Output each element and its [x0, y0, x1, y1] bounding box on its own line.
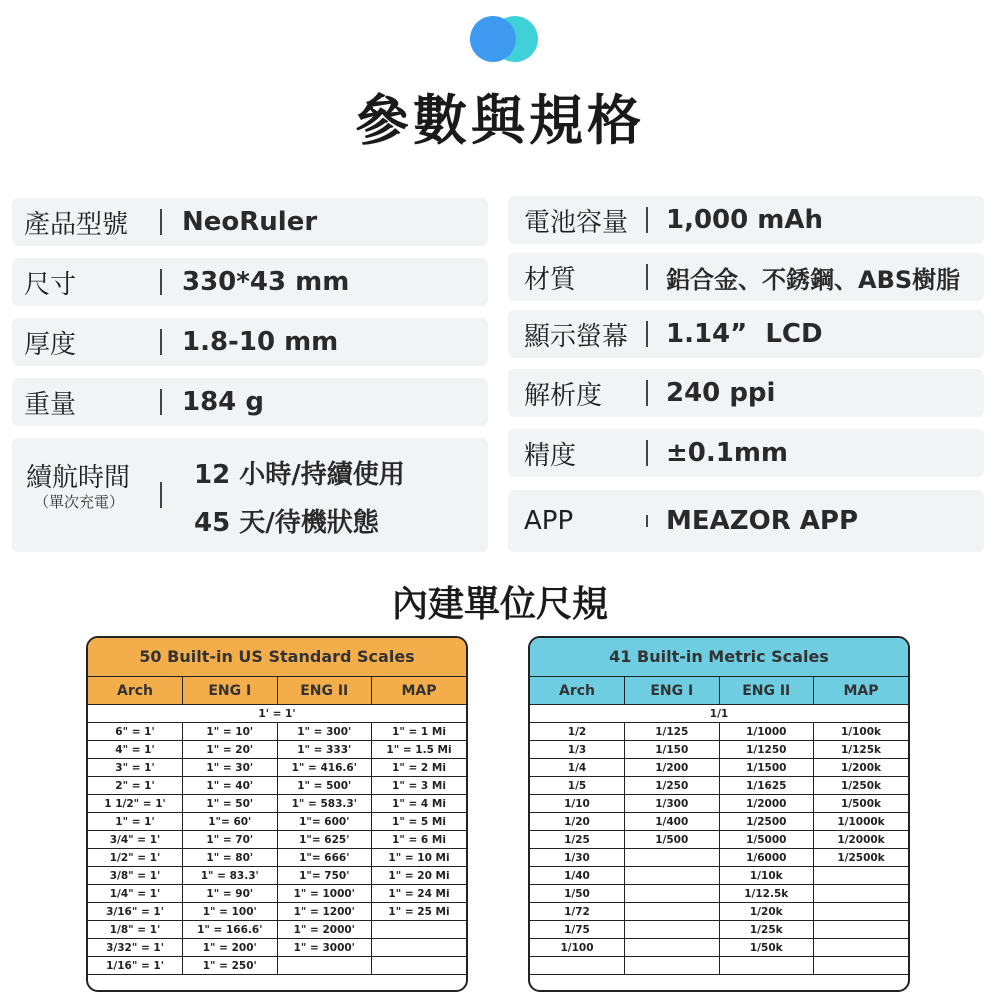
- table-row: [530, 831, 908, 849]
- spec-key: 精度: [524, 440, 577, 471]
- table-cell: 1" = 1': [88, 813, 183, 831]
- table-cell: 1/400: [625, 813, 720, 831]
- column-header: MAP: [372, 677, 467, 705]
- table-cell: 1"= 625': [277, 831, 372, 849]
- table-cell: 1/3: [530, 741, 625, 759]
- table-cell: 1" = 70': [183, 831, 278, 849]
- spec-value: 330*43 mm: [182, 267, 350, 297]
- span-row: [530, 705, 908, 723]
- scales-section-title: 內建單位尺規: [391, 584, 608, 625]
- table-row: [530, 723, 908, 741]
- column-header: ENG II: [277, 677, 372, 705]
- table-cell: 1/200: [625, 759, 720, 777]
- spec-value: NeoRuler: [182, 207, 318, 237]
- spec-key: 重量: [24, 389, 77, 420]
- table-cell: 1" = 300': [277, 723, 372, 741]
- column-header: ENG I: [183, 677, 278, 705]
- table-cell: 1" = 2 Mi: [372, 759, 467, 777]
- table-cell: [530, 957, 625, 975]
- table-cell: 1" = 100': [183, 903, 278, 921]
- table-cell: 1/8" = 1': [88, 921, 183, 939]
- table-cell: 1/10: [530, 795, 625, 813]
- us-scales-card: [86, 636, 468, 992]
- table-cell: 1/250k: [814, 777, 909, 795]
- table-cell: 1/150: [625, 741, 720, 759]
- table-cell: 1"= 750': [277, 867, 372, 885]
- metric-scales-body: [530, 705, 908, 975]
- table-cell: 1" = 3000': [277, 939, 372, 957]
- table-cell: 1/20: [530, 813, 625, 831]
- table-cell: 1"= 600': [277, 813, 372, 831]
- logo-circle-blue: [470, 16, 516, 62]
- table-cell: 1/300: [625, 795, 720, 813]
- table-cell: 1/25k: [719, 921, 814, 939]
- table-cell: 1" = 250': [183, 957, 278, 975]
- table-row: [88, 795, 466, 813]
- table-cell: 1/1000k: [814, 813, 909, 831]
- table-cell: 1/2" = 1': [88, 849, 183, 867]
- table-cell: [277, 957, 372, 975]
- table-cell: 1" = 166.6': [183, 921, 278, 939]
- metric-scales-table: [530, 677, 908, 975]
- table-row: [88, 849, 466, 867]
- table-cell: 1/500k: [814, 795, 909, 813]
- spec-key: 解析度: [524, 380, 603, 411]
- spec-key: 尺寸: [24, 269, 77, 300]
- table-cell: [719, 957, 814, 975]
- table-cell: 1/50: [530, 885, 625, 903]
- table-row: [530, 903, 908, 921]
- table-cell: 1/2000: [719, 795, 814, 813]
- spec-row-resolution: [508, 369, 984, 417]
- table-cell: 1" = 80': [183, 849, 278, 867]
- spec-value: MEAZOR APP: [666, 506, 859, 536]
- spec-key: 產品型號: [24, 209, 129, 240]
- spec-row-display: [508, 310, 984, 358]
- table-cell: 1/200k: [814, 759, 909, 777]
- table-cell: 1/2500: [719, 813, 814, 831]
- table-cell: 1" = 2000': [277, 921, 372, 939]
- table-cell: [625, 921, 720, 939]
- spec-separator: [646, 380, 648, 406]
- spec-key: 電池容量: [524, 207, 629, 238]
- spec-separator: [646, 440, 648, 466]
- table-cell: [814, 939, 909, 957]
- us-scales-table: [88, 677, 466, 975]
- table-cell: 3/8" = 1': [88, 867, 183, 885]
- table-cell: [372, 939, 467, 957]
- span-row: [88, 705, 466, 723]
- table-cell: 1/125k: [814, 741, 909, 759]
- table-cell: 1/5000: [719, 831, 814, 849]
- spec-value: 240 ppi: [666, 378, 776, 408]
- table-row: [530, 795, 908, 813]
- table-cell: 1"= 60': [183, 813, 278, 831]
- table-cell: 1" = 90': [183, 885, 278, 903]
- table-row: [88, 723, 466, 741]
- table-cell: 1" = 5 Mi: [372, 813, 467, 831]
- table-cell: 4" = 1': [88, 741, 183, 759]
- table-cell: [625, 903, 720, 921]
- table-cell: 1/20k: [719, 903, 814, 921]
- spec-separator: [646, 207, 648, 233]
- spec-row-model: [12, 198, 488, 246]
- table-row: [88, 885, 466, 903]
- metric-scales-card: [528, 636, 910, 992]
- table-cell: 1/16" = 1': [88, 957, 183, 975]
- table-cell: 1" = 30': [183, 759, 278, 777]
- brand-logo: [470, 16, 542, 62]
- column-header: Arch: [530, 677, 625, 705]
- spec-key: APP: [524, 506, 574, 536]
- table-cell: 1/125: [625, 723, 720, 741]
- spec-separator: [160, 482, 162, 508]
- table-row: [88, 759, 466, 777]
- battery-life-label: 續航時間: [26, 463, 131, 493]
- table-cell: 1/50k: [719, 939, 814, 957]
- spec-separator: [160, 389, 162, 415]
- spec-value: 鋁合金、不銹鋼、ABS樹脂: [666, 265, 961, 294]
- table-cell: 1" = 50': [183, 795, 278, 813]
- table-cell: 1" = 3 Mi: [372, 777, 467, 795]
- table-row: [530, 939, 908, 957]
- spec-value: 1,000 mAh: [666, 205, 824, 235]
- column-header: ENG I: [625, 677, 720, 705]
- column-header: ENG II: [719, 677, 814, 705]
- spec-value: 1.14” LCD: [666, 319, 823, 349]
- table-cell: 1" = 10 Mi: [372, 849, 467, 867]
- spec-key: 材質: [524, 264, 577, 295]
- table-row: [530, 849, 908, 867]
- spec-row-thickness: [12, 318, 488, 366]
- table-cell: [625, 867, 720, 885]
- table-cell: 1/100k: [814, 723, 909, 741]
- spec-row-precision: [508, 429, 984, 477]
- table-cell: 1" = 25 Mi: [372, 903, 467, 921]
- spec-value: 184 g: [182, 387, 264, 417]
- table-cell: 1" = 500': [277, 777, 372, 795]
- column-header: MAP: [814, 677, 909, 705]
- table-cell: 1"= 666': [277, 849, 372, 867]
- table-cell: 1" = 1 Mi: [372, 723, 467, 741]
- table-cell: 3/16" = 1': [88, 903, 183, 921]
- table-row: [88, 903, 466, 921]
- table-cell: 1" = 1200': [277, 903, 372, 921]
- table-row: [530, 867, 908, 885]
- table-cell: 1/40: [530, 867, 625, 885]
- table-row: [88, 831, 466, 849]
- table-cell: 1" = 1000': [277, 885, 372, 903]
- table-cell: [814, 885, 909, 903]
- table-cell: 1" = 83.3': [183, 867, 278, 885]
- spec-row-app: [508, 490, 984, 552]
- table-cell: [814, 903, 909, 921]
- spec-row-weight: [12, 378, 488, 426]
- span-cell: 1/1: [530, 705, 908, 723]
- battery-life-standby: 45 天/待機狀態: [194, 508, 379, 538]
- table-cell: 1/1000: [719, 723, 814, 741]
- table-cell: 1/10k: [719, 867, 814, 885]
- table-row: [530, 741, 908, 759]
- spec-separator: [646, 321, 648, 347]
- table-cell: [814, 867, 909, 885]
- table-cell: 1" = 1.5 Mi: [372, 741, 467, 759]
- spec-separator: [646, 515, 648, 527]
- table-cell: 1" = 10': [183, 723, 278, 741]
- spec-row-material: [508, 253, 984, 301]
- table-cell: 1/1250: [719, 741, 814, 759]
- battery-life-note: （單次充電）: [34, 492, 125, 511]
- table-row: [88, 777, 466, 795]
- table-cell: 1" = 333': [277, 741, 372, 759]
- table-cell: 3/4" = 1': [88, 831, 183, 849]
- column-header: Arch: [88, 677, 183, 705]
- spec-value: 1.8-10 mm: [182, 327, 339, 357]
- table-row: [530, 921, 908, 939]
- table-row: [88, 921, 466, 939]
- table-row: [530, 813, 908, 831]
- table-cell: 1/12.5k: [719, 885, 814, 903]
- span-cell: 1' = 1': [88, 705, 466, 723]
- table-cell: 1/1625: [719, 777, 814, 795]
- table-cell: 2" = 1': [88, 777, 183, 795]
- spec-separator: [160, 329, 162, 355]
- table-row: [88, 939, 466, 957]
- table-cell: 1" = 416.6': [277, 759, 372, 777]
- battery-life-continuous: 12 小時/持續使用: [194, 460, 405, 490]
- table-cell: 1" = 200': [183, 939, 278, 957]
- table-cell: 1/5: [530, 777, 625, 795]
- table-cell: 1/30: [530, 849, 625, 867]
- table-cell: 1/2500k: [814, 849, 909, 867]
- table-cell: 3" = 1': [88, 759, 183, 777]
- spec-row-size: [12, 258, 488, 306]
- table-row: [88, 867, 466, 885]
- us-scales-body: [88, 705, 466, 975]
- table-cell: 3/32" = 1': [88, 939, 183, 957]
- table-cell: [814, 921, 909, 939]
- spec-key: 顯示螢幕: [524, 321, 629, 352]
- us-scales-header: 50 Built-in US Standard Scales: [88, 638, 466, 677]
- table-cell: [814, 957, 909, 975]
- spec-separator: [160, 209, 162, 235]
- table-cell: 1/25: [530, 831, 625, 849]
- table-cell: 1" = 24 Mi: [372, 885, 467, 903]
- table-cell: 1/1500: [719, 759, 814, 777]
- table-cell: 1" = 40': [183, 777, 278, 795]
- table-cell: [625, 957, 720, 975]
- metric-scales-header: 41 Built-in Metric Scales: [530, 638, 908, 677]
- spec-separator: [160, 269, 162, 295]
- table-row: [88, 957, 466, 975]
- table-cell: 1/75: [530, 921, 625, 939]
- table-cell: 1/100: [530, 939, 625, 957]
- table-cell: 1" = 4 Mi: [372, 795, 467, 813]
- table-cell: 1/72: [530, 903, 625, 921]
- table-cell: 1/4: [530, 759, 625, 777]
- table-row: [88, 741, 466, 759]
- table-cell: 1/500: [625, 831, 720, 849]
- table-cell: 1" = 583.3': [277, 795, 372, 813]
- table-row: [530, 759, 908, 777]
- table-cell: 1" = 20 Mi: [372, 867, 467, 885]
- table-cell: 1" = 20': [183, 741, 278, 759]
- table-cell: 1/2: [530, 723, 625, 741]
- table-row: [530, 885, 908, 903]
- table-cell: [625, 849, 720, 867]
- table-cell: [372, 957, 467, 975]
- spec-key: [26, 464, 130, 511]
- spec-key: 厚度: [24, 329, 77, 360]
- table-cell: 1/6000: [719, 849, 814, 867]
- page-title: 參數與規格: [355, 89, 645, 152]
- table-cell: 1" = 6 Mi: [372, 831, 467, 849]
- spec-row-battery-capacity: [508, 196, 984, 244]
- table-cell: [625, 885, 720, 903]
- table-cell: [372, 921, 467, 939]
- table-cell: 1/2000k: [814, 831, 909, 849]
- table-row: [88, 813, 466, 831]
- table-row: [530, 777, 908, 795]
- spec-separator: [646, 264, 648, 290]
- table-cell: 1/250: [625, 777, 720, 795]
- table-cell: 6" = 1': [88, 723, 183, 741]
- table-cell: 1/4" = 1': [88, 885, 183, 903]
- table-cell: [625, 939, 720, 957]
- table-cell: 1 1/2" = 1': [88, 795, 183, 813]
- spec-row-battery-life: [12, 438, 488, 552]
- spec-value: ±0.1mm: [666, 438, 789, 468]
- table-row: [530, 957, 908, 975]
